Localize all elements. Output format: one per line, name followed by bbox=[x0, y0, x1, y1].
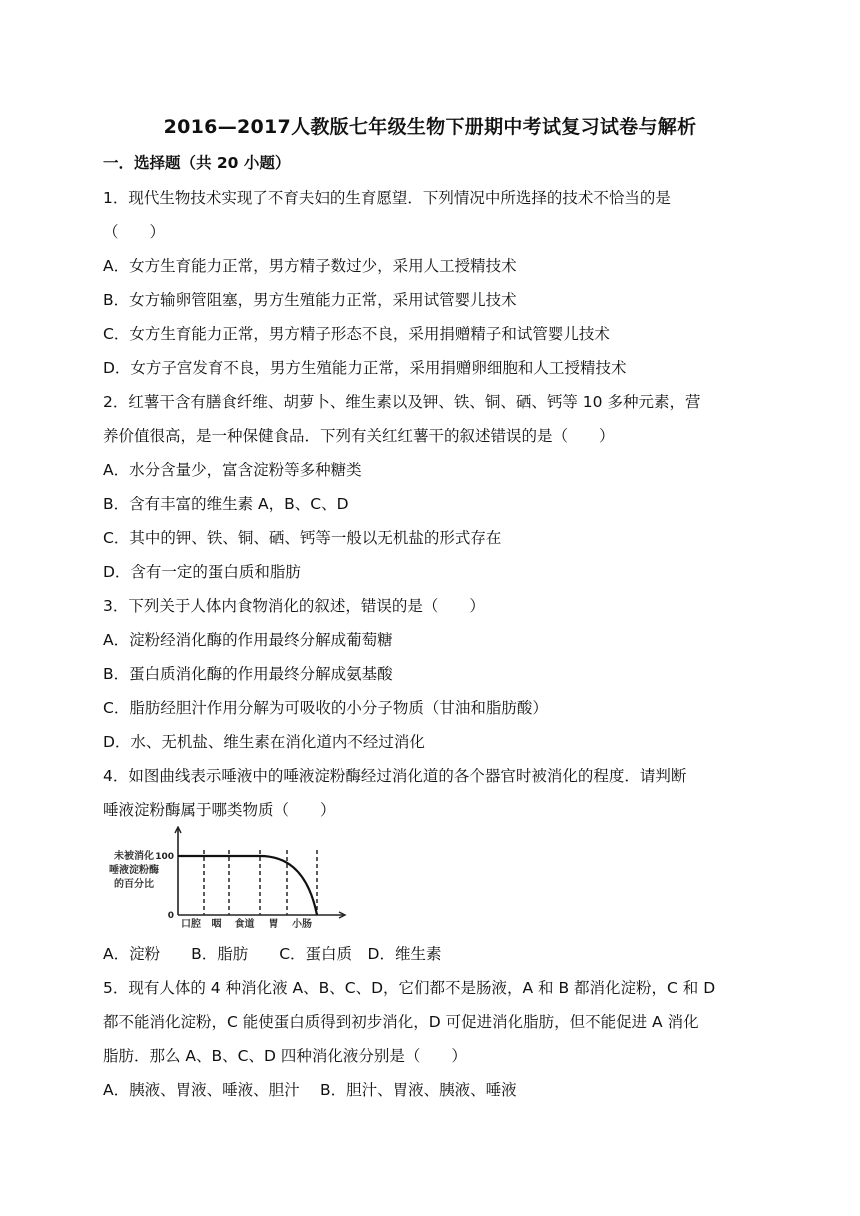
q2-stem-line2: 养价值很高，是一种保健食品．下列有关红红薯干的叙述错误的是（ ） bbox=[103, 427, 615, 445]
chart-layer bbox=[109, 827, 345, 930]
q3-option-a: A．淀粉经消化酶的作用最终分解成葡萄糖 bbox=[103, 631, 393, 649]
q2-option-a: A．水分含量少，富含淀粉等多种糖类 bbox=[103, 461, 362, 479]
y-axis-label: 唾液淀粉酶 bbox=[109, 865, 159, 876]
y-tick-label: 0 bbox=[167, 911, 174, 921]
q1-option-d: D．女方子宫发育不良，男方生殖能力正常，采用捐赠卵细胞和人工授精技术 bbox=[103, 359, 627, 377]
x-category-label: 胃 bbox=[268, 919, 279, 930]
y-axis-label: 未被消化 bbox=[114, 851, 154, 862]
q3-option-b: B．蛋白质消化酶的作用最终分解成氨基酸 bbox=[103, 665, 393, 683]
q1-option-c: C．女方生育能力正常，男方精子形态不良，采用捐赠精子和试管婴儿技术 bbox=[103, 325, 610, 343]
q3-stem-line1: 3．下列关于人体内食物消化的叙述，错误的是（ ） bbox=[103, 597, 485, 615]
x-category-label: 口腔 bbox=[181, 919, 201, 930]
q3-option-d: D．水、无机盐、维生素在消化道内不经过消化 bbox=[103, 733, 425, 751]
q5-stem-line1: 5．现有人体的 4 种消化液 A、B、C、D，它们都不是肠液，A 和 B 都消化淀粉，C 和 D bbox=[103, 979, 716, 997]
q1-stem-line2: （ ） bbox=[103, 223, 166, 241]
q5-options: A．胰液、胃液、唾液、胆汁 B．胆汁、胃液、胰液、唾液 bbox=[103, 1081, 517, 1099]
x-category-label: 食道 bbox=[234, 919, 255, 930]
q2-stem-line1: 2．红薯干含有膳食纤维、胡萝卜、维生素以及钾、铁、铜、硒、钙等 10 多种元素，营 bbox=[103, 393, 701, 411]
q4-stem-line2: 唾液淀粉酶属于哪类物质（ ） bbox=[103, 801, 336, 819]
y-axis-label: 的百分比 bbox=[114, 879, 154, 890]
q5-stem-line3: 脂肪．那么 A、B、C、D 四种消化液分别是（ ） bbox=[103, 1047, 467, 1065]
x-category-label: 小肠 bbox=[292, 919, 312, 930]
q5-stem-line2: 都不能消化淀粉，C 能使蛋白质得到初步消化，D 可促进消化脂肪，但不能促进 A 消化 bbox=[103, 1013, 699, 1031]
q4-stem-line1: 4．如图曲线表示唾液中的唾液淀粉酶经过消化道的各个器官时被消化的程度．请判断 bbox=[103, 767, 687, 785]
digestion-curve-chart bbox=[100, 826, 360, 940]
y-tick-label: 100 bbox=[155, 852, 174, 862]
q4-options: A．淀粉 B．脂肪 C．蛋白质 D．维生素 bbox=[103, 945, 442, 963]
section-heading: 一．选择题（共 20 小题） bbox=[103, 154, 291, 172]
q2-option-d: D．含有一定的蛋白质和脂肪 bbox=[103, 563, 301, 581]
x-category-label: 咽 bbox=[211, 919, 222, 930]
q1-option-b: B．女方输卵管阻塞，男方生殖能力正常，采用试管婴儿技术 bbox=[103, 291, 517, 309]
q1-stem-line1: 1．现代生物技术实现了不育夫妇的生育愿望．下列情况中所选择的技术不恰当的是 bbox=[103, 189, 671, 207]
series-line bbox=[178, 856, 317, 915]
q2-option-b: B．含有丰富的维生素 A，B、C、D bbox=[103, 495, 349, 513]
page-title: 2016—2017人教版七年级生物下册期中考试复习试卷与解析 bbox=[163, 116, 697, 138]
q1-option-a: A．女方生育能力正常，男方精子数过少，采用人工授精技术 bbox=[103, 257, 517, 275]
q2-option-c: C．其中的钾、铁、铜、硒、钙等一般以无机盐的形式存在 bbox=[103, 529, 502, 547]
q3-option-c: C．脂肪经胆汁作用分解为可吸收的小分子物质（甘油和脂肪酸） bbox=[103, 699, 548, 717]
